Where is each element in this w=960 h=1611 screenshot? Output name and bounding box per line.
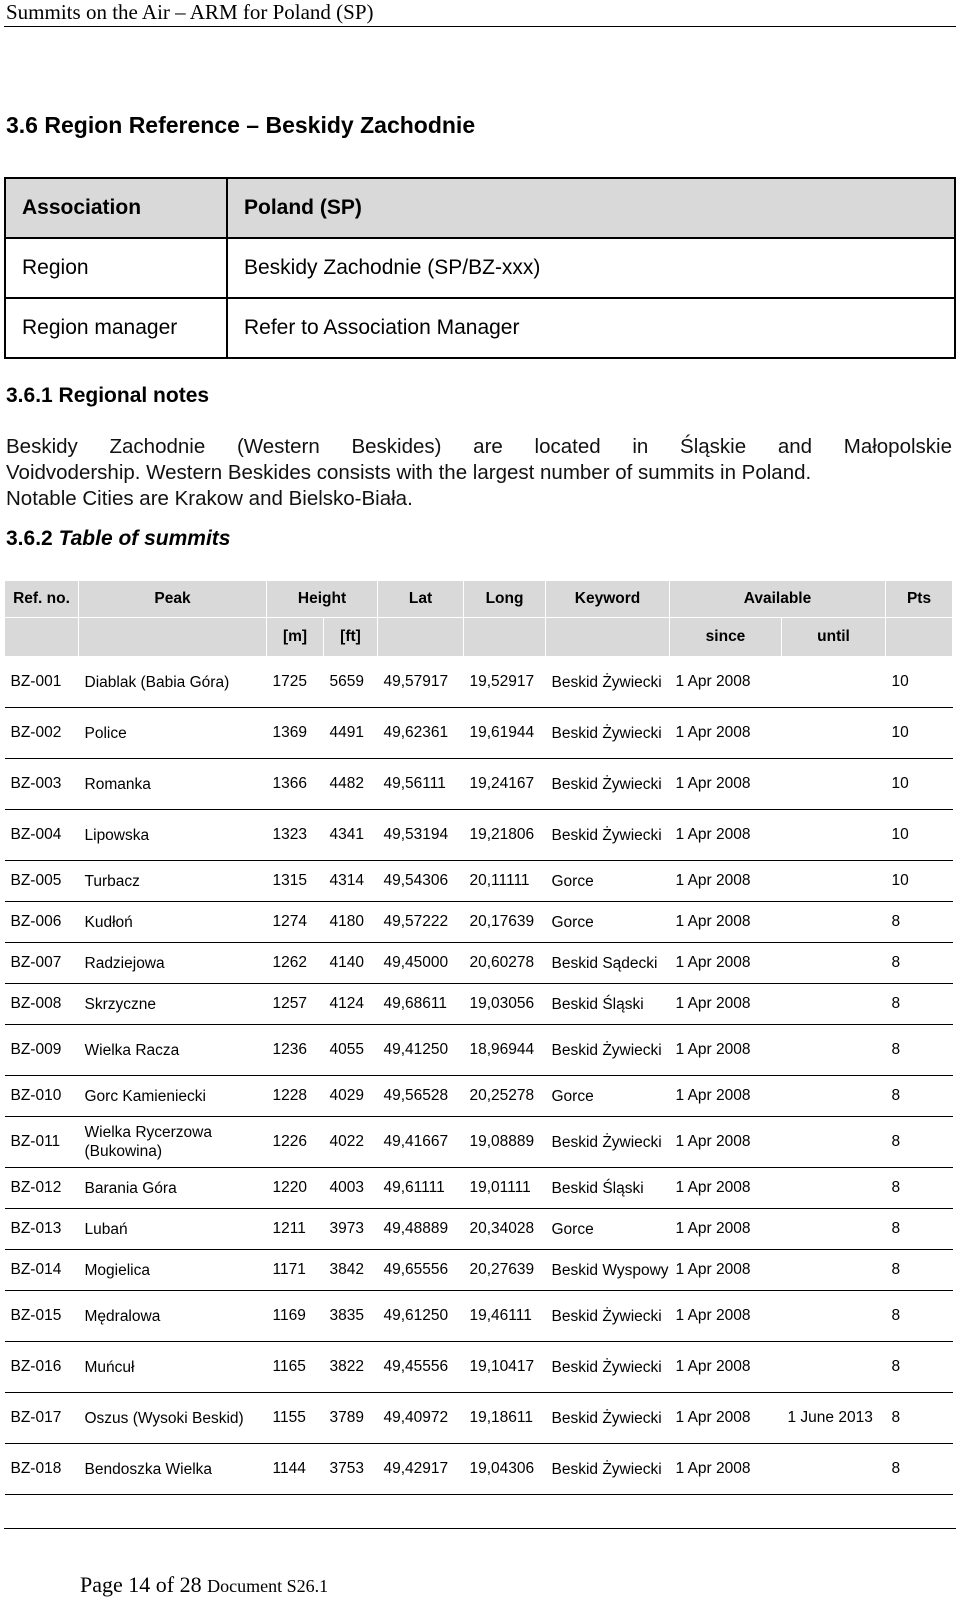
page-footer (80, 1572, 328, 1598)
col-since: since (670, 618, 782, 657)
summit-lat: 49,61250 (378, 1291, 464, 1342)
summit-since: 1 Apr 2008 (670, 1291, 782, 1342)
summit-height-ft: 4055 (324, 1025, 378, 1076)
summit-keyword: Beskid Żywiecki (546, 1117, 670, 1168)
summit-lat: 49,61111 (378, 1168, 464, 1209)
summit-until (782, 1291, 886, 1342)
summit-lat: 49,68611 (378, 984, 464, 1025)
summit-lat: 49,65556 (378, 1250, 464, 1291)
subhead-empty (79, 618, 267, 657)
summit-until (782, 1076, 886, 1117)
summit-height-m: 1369 (267, 708, 324, 759)
summit-long: 19,52917 (464, 657, 546, 708)
table-row (5, 861, 953, 902)
summit-ref: BZ-005 (5, 861, 79, 902)
regional-notes-paragraph (6, 434, 952, 512)
summit-long: 19,24167 (464, 759, 546, 810)
summit-peak: Skrzyczne (79, 984, 267, 1025)
summit-points: 10 (886, 657, 953, 708)
summit-ref: BZ-009 (5, 1025, 79, 1076)
summit-height-ft: 4341 (324, 810, 378, 861)
document-header-title: Summits on the Air – ARM for Poland (SP) (6, 0, 374, 24)
summit-since: 1 Apr 2008 (670, 861, 782, 902)
summit-until (782, 861, 886, 902)
summit-lat: 49,62361 (378, 708, 464, 759)
summit-peak: Barania Góra (79, 1168, 267, 1209)
footer-divider (4, 1528, 956, 1529)
summit-long: 20,25278 (464, 1076, 546, 1117)
summit-ref: BZ-004 (5, 810, 79, 861)
col-until: until (782, 618, 886, 657)
summit-keyword: Gorce (546, 1209, 670, 1250)
summit-height-m: 1171 (267, 1250, 324, 1291)
summit-lat: 49,45556 (378, 1342, 464, 1393)
summit-ref: BZ-008 (5, 984, 79, 1025)
summit-ref: BZ-010 (5, 1076, 79, 1117)
col-available: Available (670, 581, 886, 618)
section-title: 3.6 Region Reference – Beskidy Zachodnie (6, 112, 476, 138)
summits-subheader-row (5, 618, 953, 657)
summit-height-m: 1165 (267, 1342, 324, 1393)
notes-line: Notable Cities are Krakow and Bielsko-Biała. (6, 487, 413, 510)
summit-lat: 49,40972 (378, 1393, 464, 1444)
summit-long: 20,60278 (464, 943, 546, 984)
summit-long: 19,10417 (464, 1342, 546, 1393)
summit-points: 8 (886, 1250, 953, 1291)
summit-height-m: 1211 (267, 1209, 324, 1250)
summit-lat: 49,42917 (378, 1444, 464, 1495)
col-ref: Ref. no. (5, 581, 79, 618)
summit-peak: Mogielica (79, 1250, 267, 1291)
summits-header-row (5, 581, 953, 618)
assoc-label: Association (5, 178, 227, 238)
summit-height-m: 1257 (267, 984, 324, 1025)
summit-points: 8 (886, 1209, 953, 1250)
summit-height-ft: 3822 (324, 1342, 378, 1393)
summit-keyword: Gorce (546, 1076, 670, 1117)
table-row (5, 1168, 953, 1209)
summit-until (782, 1117, 886, 1168)
summit-keyword: Beskid Żywiecki (546, 810, 670, 861)
summit-long: 19,46111 (464, 1291, 546, 1342)
summit-ref: BZ-018 (5, 1444, 79, 1495)
summit-height-ft: 4491 (324, 708, 378, 759)
table-row (5, 943, 953, 984)
summit-points: 8 (886, 1117, 953, 1168)
region-manager-row (5, 298, 955, 358)
summits-table-body (5, 657, 953, 1495)
summit-lat: 49,41250 (378, 1025, 464, 1076)
summit-ref: BZ-014 (5, 1250, 79, 1291)
summit-height-m: 1366 (267, 759, 324, 810)
summit-peak: Mędralowa (79, 1291, 267, 1342)
summit-points: 10 (886, 759, 953, 810)
summit-since: 1 Apr 2008 (670, 1168, 782, 1209)
col-keyword: Keyword (546, 581, 670, 618)
summit-points: 8 (886, 1342, 953, 1393)
summit-peak: Wielka Racza (79, 1025, 267, 1076)
association-table (4, 177, 956, 359)
summit-until (782, 902, 886, 943)
table-row (5, 902, 953, 943)
summit-peak: Wielka Rycerzowa (Bukowina) (79, 1117, 267, 1168)
document-id: Document S26.1 (207, 1576, 329, 1596)
summit-lat: 49,57222 (378, 902, 464, 943)
summit-height-m: 1155 (267, 1393, 324, 1444)
col-lat: Lat (378, 581, 464, 618)
summit-ref: BZ-016 (5, 1342, 79, 1393)
table-row (5, 1209, 953, 1250)
summit-keyword: Beskid Śląski (546, 1168, 670, 1209)
summit-long: 20,34028 (464, 1209, 546, 1250)
summit-since: 1 Apr 2008 (670, 1393, 782, 1444)
summit-peak: Oszus (Wysoki Beskid) (79, 1393, 267, 1444)
summit-since: 1 Apr 2008 (670, 810, 782, 861)
summit-peak: Kudłoń (79, 902, 267, 943)
summit-keyword: Gorce (546, 861, 670, 902)
summit-points: 8 (886, 902, 953, 943)
summit-points: 8 (886, 1025, 953, 1076)
assoc-label: Region (5, 238, 227, 298)
summit-keyword: Beskid Żywiecki (546, 657, 670, 708)
summit-height-m: 1220 (267, 1168, 324, 1209)
summit-since: 1 Apr 2008 (670, 759, 782, 810)
summit-until (782, 810, 886, 861)
summit-peak: Diablak (Babia Góra) (79, 657, 267, 708)
summit-long: 19,04306 (464, 1444, 546, 1495)
summit-height-ft: 4180 (324, 902, 378, 943)
association-row (5, 178, 955, 238)
summit-keyword: Beskid Żywiecki (546, 1393, 670, 1444)
table-row (5, 1393, 953, 1444)
summit-ref: BZ-013 (5, 1209, 79, 1250)
summit-keyword: Beskid Żywiecki (546, 759, 670, 810)
regional-notes-title: 3.6.1 Regional notes (6, 384, 210, 407)
summit-until (782, 1209, 886, 1250)
summit-ref: BZ-015 (5, 1291, 79, 1342)
summit-points: 8 (886, 1168, 953, 1209)
summit-since: 1 Apr 2008 (670, 943, 782, 984)
summit-since: 1 Apr 2008 (670, 1342, 782, 1393)
table-row (5, 810, 953, 861)
summit-keyword: Beskid Śląski (546, 984, 670, 1025)
summit-until (782, 984, 886, 1025)
summit-height-m: 1169 (267, 1291, 324, 1342)
summit-height-ft: 3835 (324, 1291, 378, 1342)
summit-until: 1 June 2013 (782, 1393, 886, 1444)
col-height: Height (267, 581, 378, 618)
table-row (5, 1342, 953, 1393)
summit-height-ft: 3753 (324, 1444, 378, 1495)
summit-long: 19,21806 (464, 810, 546, 861)
summit-since: 1 Apr 2008 (670, 1076, 782, 1117)
summits-title-number: 3.6.2 (6, 527, 53, 550)
summit-height-ft: 4124 (324, 984, 378, 1025)
summit-height-ft: 4003 (324, 1168, 378, 1209)
summit-lat: 49,56111 (378, 759, 464, 810)
summit-points: 8 (886, 943, 953, 984)
summit-height-m: 1262 (267, 943, 324, 984)
table-row (5, 1444, 953, 1495)
summit-points: 8 (886, 1393, 953, 1444)
summit-points: 10 (886, 861, 953, 902)
col-long: Long (464, 581, 546, 618)
assoc-value: Refer to Association Manager (227, 298, 955, 358)
summit-height-m: 1236 (267, 1025, 324, 1076)
table-row (5, 1117, 953, 1168)
summit-until (782, 1444, 886, 1495)
summit-since: 1 Apr 2008 (670, 902, 782, 943)
summit-height-ft: 3842 (324, 1250, 378, 1291)
summit-ref: BZ-003 (5, 759, 79, 810)
summit-ref: BZ-011 (5, 1117, 79, 1168)
summit-long: 20,27639 (464, 1250, 546, 1291)
summit-lat: 49,57917 (378, 657, 464, 708)
table-row (5, 1025, 953, 1076)
summit-keyword: Beskid Sądecki (546, 943, 670, 984)
summit-peak: Police (79, 708, 267, 759)
summit-long: 18,96944 (464, 1025, 546, 1076)
summit-peak: Gorc Kamieniecki (79, 1076, 267, 1117)
summit-points: 8 (886, 984, 953, 1025)
summit-height-m: 1315 (267, 861, 324, 902)
summit-keyword: Beskid Żywiecki (546, 1444, 670, 1495)
summit-long: 19,61944 (464, 708, 546, 759)
summit-lat: 49,53194 (378, 810, 464, 861)
summit-points: 8 (886, 1444, 953, 1495)
summit-until (782, 1250, 886, 1291)
summit-height-m: 1226 (267, 1117, 324, 1168)
col-height-m: [m] (267, 618, 324, 657)
summit-long: 19,01111 (464, 1168, 546, 1209)
summit-peak: Romanka (79, 759, 267, 810)
col-pts: Pts (886, 581, 953, 618)
summit-height-ft: 3973 (324, 1209, 378, 1250)
summit-since: 1 Apr 2008 (670, 1117, 782, 1168)
summit-lat: 49,41667 (378, 1117, 464, 1168)
summit-ref: BZ-012 (5, 1168, 79, 1209)
summit-since: 1 Apr 2008 (670, 708, 782, 759)
subhead-empty (5, 618, 79, 657)
summit-keyword: Beskid Żywiecki (546, 1025, 670, 1076)
summit-height-ft: 4314 (324, 861, 378, 902)
summit-long: 20,11111 (464, 861, 546, 902)
summit-since: 1 Apr 2008 (670, 1250, 782, 1291)
summit-ref: BZ-017 (5, 1393, 79, 1444)
subhead-empty (886, 618, 953, 657)
summits-table (4, 580, 953, 1495)
summit-ref: BZ-002 (5, 708, 79, 759)
summit-height-m: 1144 (267, 1444, 324, 1495)
summit-peak: Bendoszka Wielka (79, 1444, 267, 1495)
summit-since: 1 Apr 2008 (670, 984, 782, 1025)
subhead-empty (378, 618, 464, 657)
subhead-empty (464, 618, 546, 657)
summit-long: 19,03056 (464, 984, 546, 1025)
table-row (5, 1076, 953, 1117)
summit-lat: 49,56528 (378, 1076, 464, 1117)
table-row (5, 1291, 953, 1342)
summit-ref: BZ-007 (5, 943, 79, 984)
table-row (5, 984, 953, 1025)
table-row (5, 657, 953, 708)
table-row (5, 759, 953, 810)
summit-peak: Lubań (79, 1209, 267, 1250)
summit-long: 19,18611 (464, 1393, 546, 1444)
summit-height-ft: 4029 (324, 1076, 378, 1117)
summit-height-ft: 5659 (324, 657, 378, 708)
summit-since: 1 Apr 2008 (670, 657, 782, 708)
col-peak: Peak (79, 581, 267, 618)
assoc-label: Region manager (5, 298, 227, 358)
summit-peak: Radziejowa (79, 943, 267, 984)
summit-lat: 49,54306 (378, 861, 464, 902)
assoc-value: Poland (SP) (227, 178, 955, 238)
summit-keyword: Gorce (546, 902, 670, 943)
summit-points: 8 (886, 1291, 953, 1342)
summit-points: 10 (886, 810, 953, 861)
summit-since: 1 Apr 2008 (670, 1025, 782, 1076)
summit-peak: Muńcuł (79, 1342, 267, 1393)
summit-peak: Lipowska (79, 810, 267, 861)
summit-since: 1 Apr 2008 (670, 1444, 782, 1495)
summit-lat: 49,45000 (378, 943, 464, 984)
summits-table-title (6, 527, 230, 551)
summit-until (782, 943, 886, 984)
summit-keyword: Beskid Wyspowy (546, 1250, 670, 1291)
page-number: Page 14 of 28 (80, 1572, 202, 1597)
summit-until (782, 1025, 886, 1076)
summit-until (782, 1342, 886, 1393)
summit-height-m: 1725 (267, 657, 324, 708)
notes-line: Beskidy Zachodnie (Western Beskides) are located in Śląskie and Małopolskie (6, 435, 952, 458)
summit-keyword: Beskid Żywiecki (546, 1291, 670, 1342)
table-row (5, 708, 953, 759)
header-divider (4, 26, 956, 27)
summit-long: 19,08889 (464, 1117, 546, 1168)
summit-ref: BZ-006 (5, 902, 79, 943)
summits-title-text: Table of summits (58, 527, 231, 550)
col-height-ft: [ft] (324, 618, 378, 657)
assoc-value: Beskidy Zachodnie (SP/BZ-xxx) (227, 238, 955, 298)
summit-until (782, 708, 886, 759)
subhead-empty (546, 618, 670, 657)
summit-since: 1 Apr 2008 (670, 1209, 782, 1250)
summit-points: 8 (886, 1076, 953, 1117)
summit-height-m: 1274 (267, 902, 324, 943)
summit-peak: Turbacz (79, 861, 267, 902)
summit-height-m: 1228 (267, 1076, 324, 1117)
summit-height-m: 1323 (267, 810, 324, 861)
summit-ref: BZ-001 (5, 657, 79, 708)
summit-height-ft: 4022 (324, 1117, 378, 1168)
summit-long: 20,17639 (464, 902, 546, 943)
summit-until (782, 1168, 886, 1209)
summit-until (782, 759, 886, 810)
notes-line: Voidvodership. Western Beskides consists with the largest number of summits in Poland. (6, 461, 812, 484)
summit-lat: 49,48889 (378, 1209, 464, 1250)
summit-until (782, 657, 886, 708)
summit-height-ft: 4140 (324, 943, 378, 984)
summit-height-ft: 4482 (324, 759, 378, 810)
summit-height-ft: 3789 (324, 1393, 378, 1444)
table-row (5, 1250, 953, 1291)
summit-keyword: Beskid Żywiecki (546, 708, 670, 759)
region-row (5, 238, 955, 298)
summit-keyword: Beskid Żywiecki (546, 1342, 670, 1393)
summit-points: 10 (886, 708, 953, 759)
